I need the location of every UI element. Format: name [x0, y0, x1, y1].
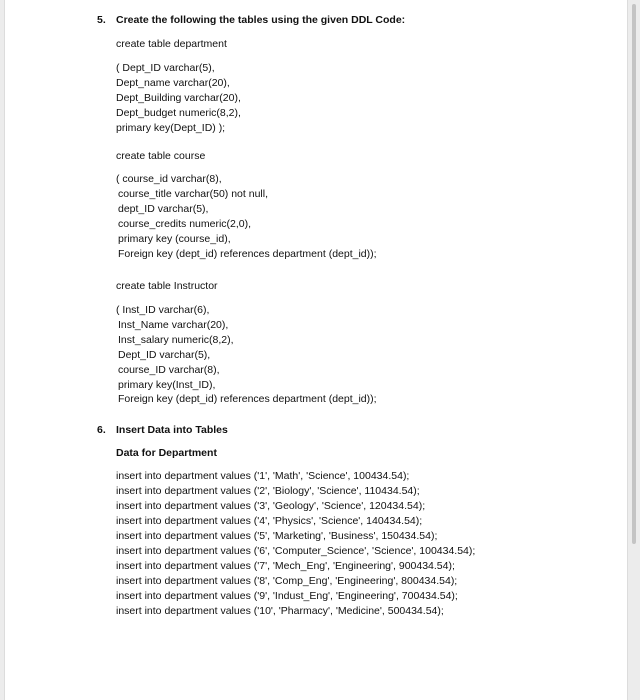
insert-statement: insert into department values ('5', 'Marketing', 'Business', 150434.54); — [116, 530, 438, 542]
document-page — [4, 0, 628, 700]
section-5-heading: Create the following the tables using the given DDL Code: — [116, 14, 406, 26]
ddl-department-line: primary key(Dept_ID) ); — [116, 122, 226, 134]
ddl-instructor-create: create table Instructor — [116, 280, 218, 292]
section-6-number: 6. — [97, 424, 106, 436]
ddl-department-create: create table department — [116, 38, 227, 50]
ddl-instructor-line: ( Inst_ID varchar(6), — [116, 304, 210, 316]
ddl-department-line: Dept_budget numeric(8,2), — [116, 107, 241, 119]
ddl-course-line: ( course_id varchar(8), — [116, 173, 222, 185]
ddl-instructor-line: Foreign key (dept_id) references department (dept_id)); — [118, 393, 377, 405]
section-6-heading: Insert Data into Tables — [116, 424, 228, 436]
insert-statement: insert into department values ('7', 'Mech_Eng', 'Engineering', 900434.54); — [116, 560, 455, 572]
insert-statement: insert into department values ('3', 'Geology', 'Science', 120434.54); — [116, 500, 426, 512]
insert-statement: insert into department values ('8', 'Comp_Eng', 'Engineering', 800434.54); — [116, 575, 458, 587]
ddl-course-line: course_title varchar(50) not null, — [118, 188, 268, 200]
ddl-course-line: dept_ID varchar(5), — [118, 203, 209, 215]
ddl-course-line: Foreign key (dept_id) references department (dept_id)); — [118, 248, 377, 260]
ddl-course-line: course_credits numeric(2,0), — [118, 218, 252, 230]
ddl-department-line: Dept_name varchar(20), — [116, 77, 230, 89]
insert-statement: insert into department values ('10', 'Pharmacy', 'Medicine', 500434.54); — [116, 605, 444, 617]
ddl-department-line: Dept_Building varchar(20), — [116, 92, 241, 104]
insert-statement: insert into department values ('2', 'Biology', 'Science', 110434.54); — [116, 485, 420, 497]
ddl-course-create: create table course — [116, 150, 206, 162]
ddl-instructor-line: primary key(Inst_ID), — [118, 379, 216, 391]
insert-statement: insert into department values ('6', 'Computer_Science', 'Science', 100434.54); — [116, 545, 476, 557]
section-5-number: 5. — [97, 14, 106, 26]
ddl-instructor-line: course_ID varchar(8), — [118, 364, 220, 376]
insert-statement: insert into department values ('9', 'Indust_Eng', 'Engineering', 700434.54); — [116, 590, 458, 602]
section-6-subheading: Data for Department — [116, 447, 217, 459]
ddl-department-line: ( Dept_ID varchar(5), — [116, 62, 215, 74]
vertical-scrollbar[interactable] — [632, 4, 636, 544]
ddl-instructor-line: Inst_salary numeric(8,2), — [118, 334, 234, 346]
ddl-instructor-line: Dept_ID varchar(5), — [118, 349, 211, 361]
ddl-instructor-line: Inst_Name varchar(20), — [118, 319, 229, 331]
insert-statement: insert into department values ('4', 'Physics', 'Science', 140434.54); — [116, 515, 423, 527]
ddl-course-line: primary key (course_id), — [118, 233, 231, 245]
insert-statement: insert into department values ('1', 'Math', 'Science', 100434.54); — [116, 470, 410, 482]
